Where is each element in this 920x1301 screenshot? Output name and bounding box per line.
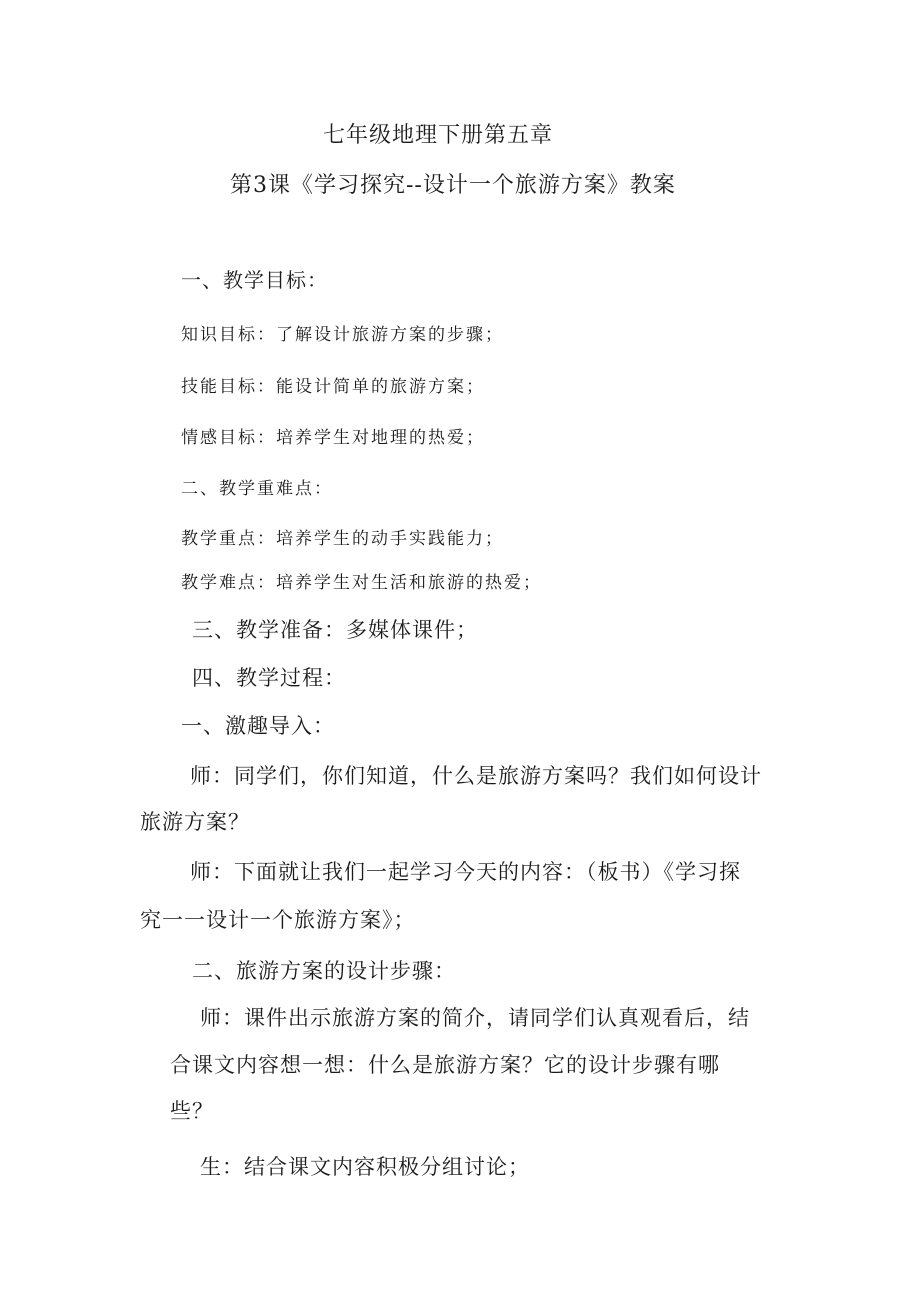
lesson-title: 第3课《学习探究--设计一个旅游方案》教案: [230, 173, 676, 198]
teacher-line-1a: 师：同学们，你们知道，什么是旅游方案吗？我们如何设计: [190, 764, 762, 788]
teacher-line-3c: 些？: [170, 1099, 214, 1123]
teacher-line-2a: 师：下面就让我们一起学习今天的内容：（板书）《学习探: [190, 860, 741, 884]
section-heading-objectives: 一、教学目标：: [181, 268, 328, 292]
goal-emotion: 情感目标：培养学生对地理的热爱；: [181, 428, 485, 448]
step-heading-intro: 一、激趣导入：: [181, 714, 335, 738]
teacher-line-2b: 究一一设计一个旅游方案》；: [140, 908, 416, 932]
key-point: 教学重点：培养学生的动手实践能力；: [181, 529, 504, 549]
section-heading-key-points: 二、教学重难点：: [181, 479, 333, 499]
teacher-line-3a: 师：课件出示旅游方案的简介，请同学们认真观看后，结: [200, 1006, 750, 1030]
step-heading-design-steps: 二、旅游方案的设计步骤：: [192, 959, 456, 983]
document-title: 七年级地理下册第五章: [323, 123, 554, 148]
teacher-line-3b: 合课文内容想一想：什么是旅游方案？它的设计步骤有哪: [170, 1053, 720, 1077]
section-heading-process: 四、教学过程：: [192, 666, 346, 690]
goal-knowledge: 知识目标：了解设计旅游方案的步骤；: [181, 325, 504, 345]
teacher-line-1b: 旅游方案？: [140, 810, 250, 834]
section-heading-preparation: 三、教学准备：多媒体课件；: [192, 618, 478, 642]
difficult-point: 教学难点：培养学生对生活和旅游的热爱；: [181, 573, 542, 593]
student-line-1: 生：结合课文内容积极分组讨论；: [200, 1155, 530, 1179]
goal-skill: 技能目标：能设计简单的旅游方案；: [181, 377, 485, 397]
